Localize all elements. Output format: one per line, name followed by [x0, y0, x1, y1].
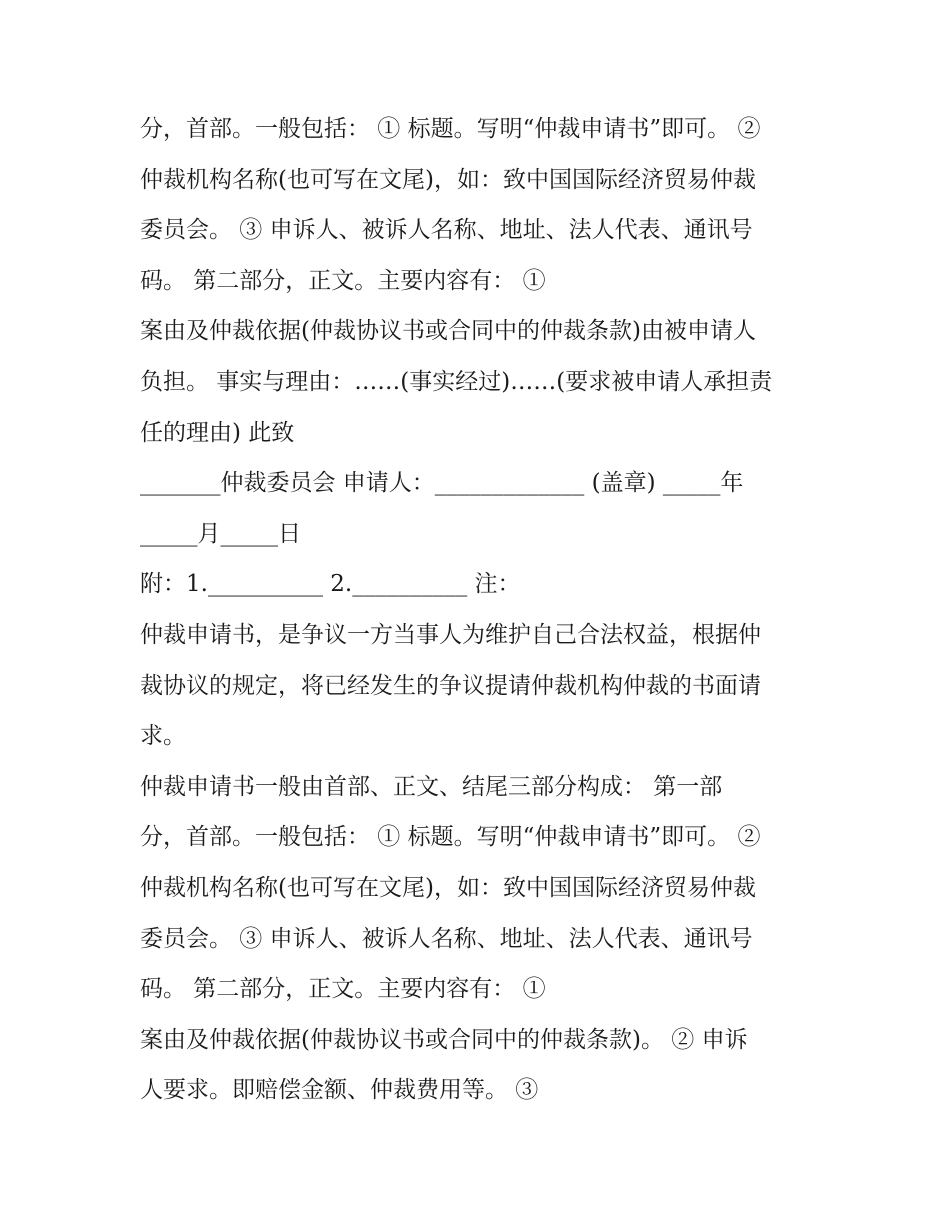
text-line: 分，首部。一般包括： ① 标题。写明“仲裁申请书”即可。 ②: [140, 116, 761, 142]
text-line: 码。 第二部分，正文。主要内容有： ①: [140, 267, 546, 294]
form-date-line: _____月_____日: [140, 520, 301, 547]
text-line: 案由及仲裁依据(仲裁协议书或合同中的仲裁条款)由被申请人: [140, 318, 756, 345]
form-fill-line: _______仲裁委员会 申请人：_____________ (盖章) _____年: [140, 470, 744, 497]
attachment-line: 附：1.__________ 2.__________ 注：: [140, 571, 521, 598]
text-line: 求。: [140, 723, 186, 750]
text-line: 委员会。 ③ 申诉人、被诉人名称、地址、法人代表、通讯号: [140, 217, 753, 244]
text-line: 负担。 事实与理由：……(事实经过)……(要求被申请人承担责: [140, 368, 773, 395]
text-line: 仲裁申请书一般由首部、正文、结尾三部分构成： 第一部: [140, 773, 723, 800]
text-line: 码。 第二部分，正文。主要内容有： ①: [140, 976, 546, 1003]
document-body: [140, 104, 820, 1116]
text-line: 委员会。 ③ 申诉人、被诉人名称、地址、法人代表、通讯号: [140, 925, 753, 952]
text-line: 仲裁机构名称(也可写在文尾)，如：致中国国际经济贸易仲裁: [140, 166, 756, 193]
text-line: 案由及仲裁依据(仲裁协议书或合同中的仲裁条款)。 ② 申诉: [140, 1026, 748, 1053]
text-line: 任的理由) 此致: [140, 419, 295, 446]
text-line: 分，首部。一般包括： ① 标题。写明“仲裁申请书”即可。 ②: [140, 824, 761, 851]
text-line: 裁协议的规定，将已经发生的争议提请仲裁机构仲裁的书面请: [140, 672, 761, 699]
text-line: 仲裁机构名称(也可写在文尾)，如：致中国国际经济贸易仲裁: [140, 874, 756, 901]
text-line: 人要求。即赔偿金额、仲裁费用等。 ③: [140, 1077, 539, 1104]
text-line: 仲裁申请书，是争议一方当事人为维护自己合法权益，根据仲: [140, 621, 761, 648]
